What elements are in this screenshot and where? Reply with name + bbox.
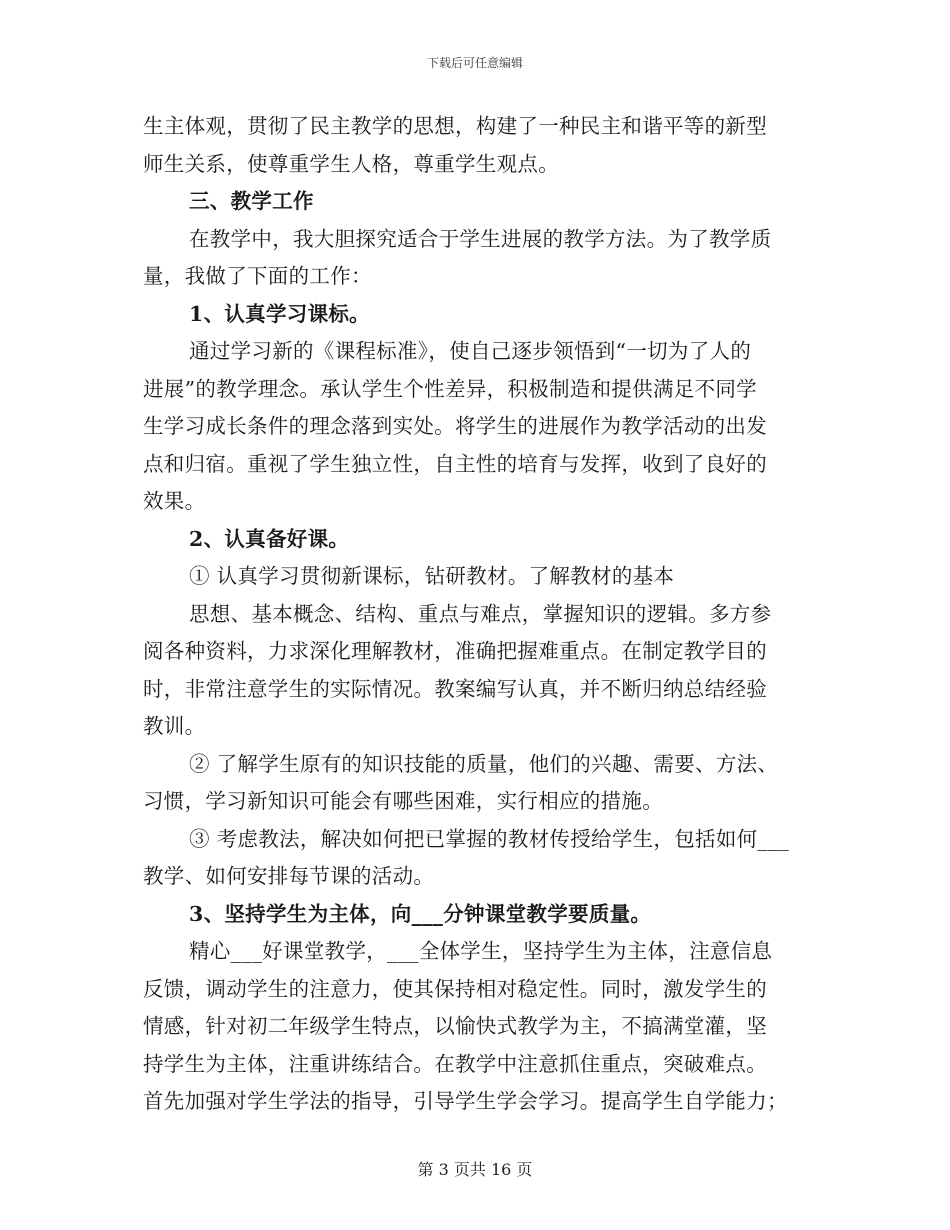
paragraph-line: 点和归宿。重视了学生独立性，自主性的培育与发挥，收到了良好的	[143, 451, 767, 476]
paragraph-line: ② 了解学生原有的知识技能的质量，他们的兴趣、需要、方法、	[189, 751, 779, 776]
document-body	[143, 108, 808, 1121]
section-heading: 3、坚持学生为主体，向___分钟课堂教学要质量。	[189, 901, 652, 926]
paragraph-line: 通过学习新的《课程标准》，使自己逐步领悟到“一切为了人的	[189, 339, 752, 363]
paragraph-line: 在教学中，我大胆探究适合于学生进展的教学方法。为了教学质	[189, 226, 772, 251]
page-header: 下载后可任意编辑	[426, 56, 523, 70]
section-heading: 三、教学工作	[189, 189, 314, 213]
paragraph-line: 持学生为主体，注重讲练结合。在教学中注意抓住重点，突破难点。	[143, 1051, 767, 1076]
paragraph-line: 师生关系，使尊重学生人格，尊重学生观点。	[143, 151, 559, 176]
paragraph-line: 时，非常注意学生的实际情况。教案编写认真，并不断归纳总结经验	[143, 676, 767, 701]
paragraph-line: 生主体观，贯彻了民主教学的思想，构建了一种民主和谐平等的新型	[143, 114, 767, 138]
paragraph-line: 进展”的教学理念。承认学生个性差异，积极制造和提供满足不同学	[143, 376, 757, 401]
section-heading: 2、认真备好课。	[189, 526, 350, 551]
paragraph-line: 生学习成长条件的理念落到实处。将学生的进展作为教学活动的出发	[143, 414, 767, 438]
paragraph-line: ① 认真学习贯彻新课标，钻研教材。了解教材的基本	[189, 564, 675, 588]
paragraph-line: 精心___好课堂教学，___全体学生，坚持学生为主体，注意信息	[189, 939, 773, 963]
paragraph-line: ③ 考虑教法，解决如何把已掌握的教材传授给学生，包括如何___	[189, 826, 790, 851]
paragraph-line: 情感，针对初二年级学生特点，以愉快式教学为主，不搞满堂灌，坚	[143, 1014, 767, 1038]
paragraph-line: 思想、基本概念、结构、重点与难点，掌握知识的逻辑。多方参	[189, 601, 772, 626]
paragraph-line: 教训。	[143, 714, 206, 738]
paragraph-line: 反馈，调动学生的注意力，使其保持相对稳定性。同时，激发学生的	[143, 976, 767, 1001]
paragraph-line: 首先加强对学生学法的指导，引导学生学会学习。提高学生自学能力；	[143, 1089, 788, 1113]
paragraph-line: 教学、如何安排每节课的活动。	[143, 864, 435, 888]
page-footer: 第 3 页共 16 页	[417, 1160, 533, 1179]
paragraph-line: 习惯，学习新知识可能会有哪些困难，实行相应的措施。	[143, 789, 663, 813]
paragraph-line: 阅各种资料，力求深化理解教材，准确把握难重点。在制定教学目的	[143, 639, 767, 663]
section-heading: 1、认真学习课标。	[189, 301, 370, 326]
paragraph-line: 量，我做了下面的工作：	[143, 264, 372, 288]
paragraph-line: 效果。	[143, 489, 206, 513]
